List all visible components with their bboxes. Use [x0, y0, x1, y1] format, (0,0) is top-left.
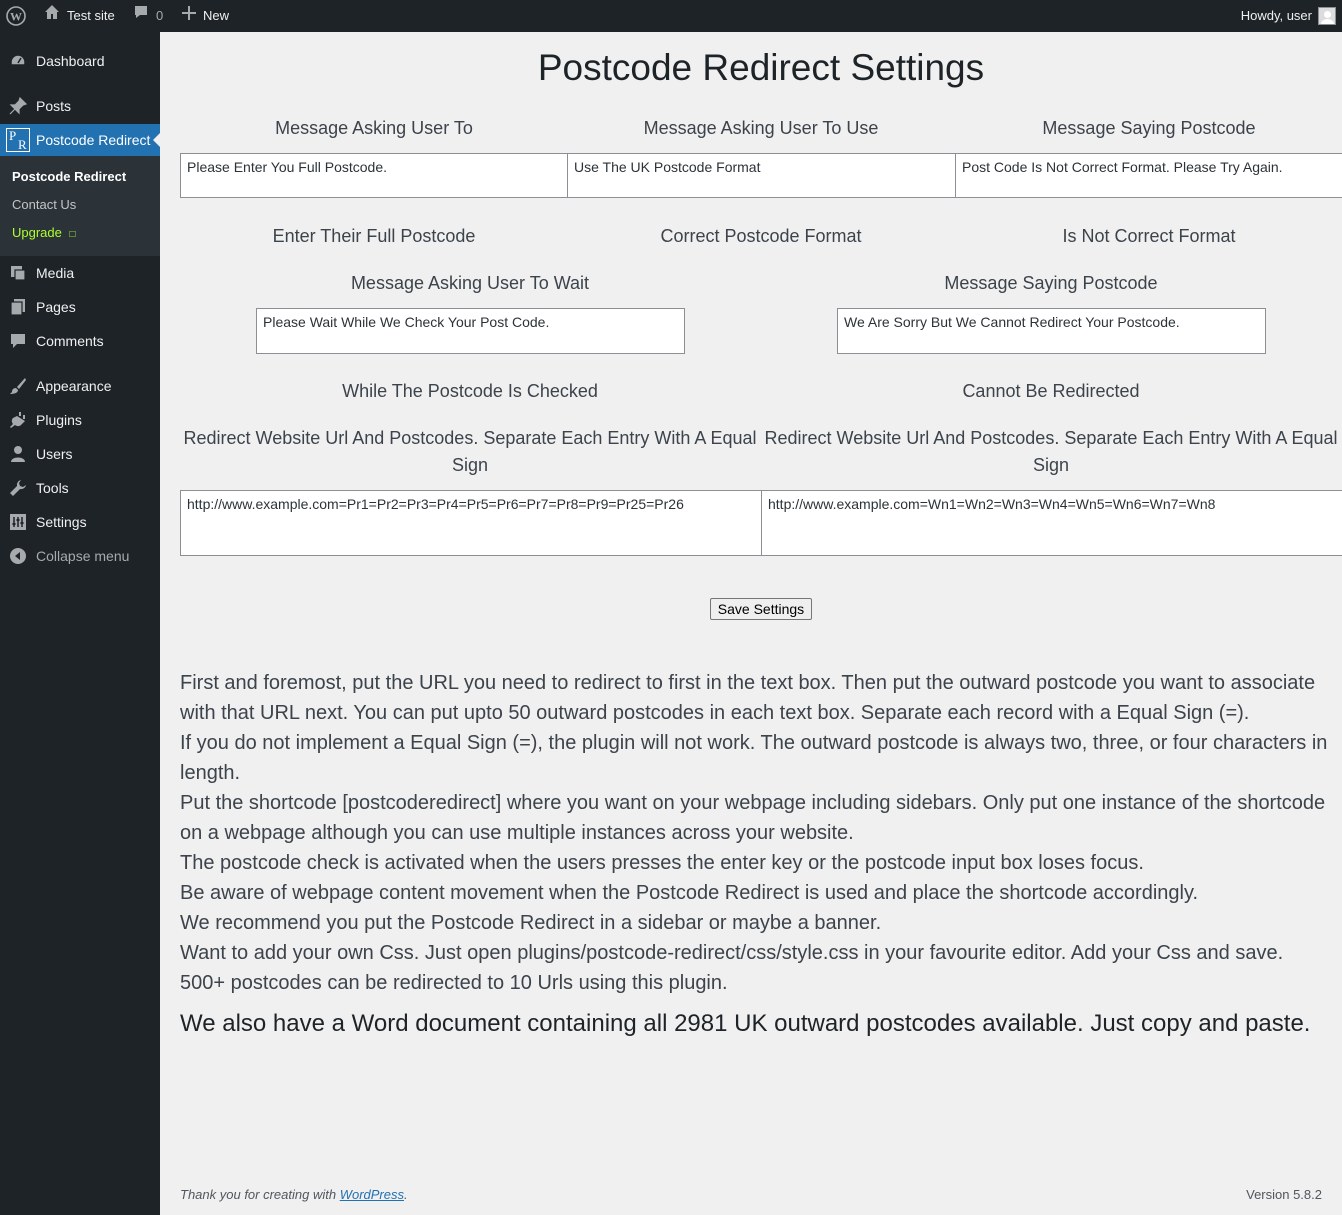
- sidebar-item-label: Users: [36, 446, 73, 462]
- sidebar-item-tools[interactable]: [0, 471, 160, 505]
- external-link-icon: □: [69, 229, 76, 240]
- field-label-enter-full-postcode-top: Message Asking User To: [275, 118, 473, 138]
- sidebar-item-label: Dashboard: [36, 53, 105, 69]
- admin-sidebar: [0, 32, 160, 1215]
- sidebar-item-label: Comments: [36, 333, 104, 349]
- sidebar-item-media[interactable]: [0, 256, 160, 290]
- my-account-link[interactable]: [1241, 0, 1336, 32]
- comments-link[interactable]: [133, 0, 163, 32]
- field-label-cannot-redirect-top: Message Saying Postcode: [944, 273, 1158, 293]
- sidebar-item-plugins[interactable]: [0, 403, 160, 437]
- instruction-paragraph: Put the shortcode [postcoderedirect] where you want on your webpage including sidebars. Only put one instance of the shortcode on a webpage although you can use multiple instances across your website.: [180, 792, 1326, 844]
- instruction-paragraph: 500+ postcodes can be redirected to 10 Urls using this plugin.: [180, 972, 728, 994]
- media-icon: [0, 264, 36, 282]
- sidebar-item-users[interactable]: [0, 437, 160, 471]
- field-label-use-uk-format-bottom: Correct Postcode Format: [660, 226, 862, 246]
- field-label-enter-full-postcode-bottom: Enter Their Full Postcode: [272, 226, 476, 246]
- dashboard-icon: [0, 52, 36, 70]
- sidebar-item-label: Media: [36, 265, 75, 281]
- redirect-urls-textarea-2[interactable]: http://www.example.com=Wn1=Wn2=Wn3=Wn4=Wn5=Wn6=Wn7=Wn8: [761, 490, 1342, 556]
- wordpress-logo-icon[interactable]: [6, 0, 28, 32]
- plus-icon: [182, 0, 196, 32]
- svg-text:W: W: [10, 9, 22, 24]
- settings-sliders-icon: [0, 513, 36, 531]
- comment-bubble-icon: [133, 0, 149, 32]
- page-title: Postcode Redirect Settings: [537, 47, 985, 88]
- comment-bubble-icon: [0, 332, 36, 350]
- postcode-redirect-submenu: [0, 156, 160, 256]
- home-icon: [44, 0, 60, 32]
- sidebar-item-label: Settings: [36, 514, 87, 530]
- new-label: New: [203, 8, 230, 23]
- instruction-paragraph: We recommend you put the Postcode Redirect in a sidebar or maybe a banner.: [180, 912, 882, 934]
- wordpress-link[interactable]: WordPress: [339, 1187, 404, 1202]
- footer-thanks-prefix: Thank you for creating with: [180, 1187, 340, 1202]
- instruction-paragraph: If you do not implement a Equal Sign (=), the plugin will not work. The outward postcode is always two, three, or four characters in length.: [180, 732, 1328, 784]
- submenu-item-contact-us[interactable]: Contact Us: [12, 197, 77, 212]
- sidebar-item-label: Appearance: [36, 378, 112, 394]
- paintbrush-icon: [0, 377, 36, 395]
- instruction-paragraph: First and foremost, put the URL you need to redirect to first in the text box. Then put the outward postcode you want to associate with that URL next. You can put upto 50 outward postcodes in each text box. Separate each record with a Equal Sign (=).: [180, 672, 1316, 724]
- sidebar-item-label: Posts: [36, 98, 72, 114]
- current-menu-arrow: [153, 133, 160, 147]
- collapse-arrow-icon: [0, 547, 36, 565]
- collapse-menu-button[interactable]: [0, 539, 160, 573]
- pushpin-icon: [0, 97, 36, 115]
- redirect-urls-textarea-1[interactable]: http://www.example.com=Pr1=Pr2=Pr3=Pr4=Pr5=Pr6=Pr7=Pr8=Pr9=Pr25=Pr26: [180, 490, 762, 556]
- enter-full-postcode-message-input[interactable]: Please Enter You Full Postcode.: [180, 153, 569, 198]
- submenu-item-upgrade[interactable]: [12, 225, 76, 240]
- field-label-wait-top: Message Asking User To Wait: [350, 273, 590, 293]
- footer-thanks-suffix: .: [404, 1187, 408, 1202]
- sidebar-item-label: Plugins: [36, 412, 82, 428]
- pages-icon: [0, 298, 36, 316]
- instruction-paragraph: Want to add your own Css. Just open plugins/postcode-redirect/css/style.css in your favourite editor. Add your Css and save.: [180, 942, 1284, 964]
- instructions-text: [180, 668, 1340, 998]
- sidebar-item-postcode-redirect[interactable]: [0, 124, 160, 156]
- comments-count: 0: [156, 8, 164, 23]
- field-label-redirect-urls-2: Redirect Website Url And Postcodes. Separate Each Entry With A Equal Sign: [764, 428, 1338, 475]
- site-name: Test site: [67, 8, 115, 23]
- field-label-not-correct-format-top: Message Saying Postcode: [1042, 118, 1256, 138]
- field-label-redirect-urls-1: Redirect Website Url And Postcodes. Separate Each Entry With A Equal Sign: [183, 428, 757, 475]
- sidebar-item-label: Tools: [36, 480, 69, 496]
- field-label-cannot-redirect-bottom: Cannot Be Redirected: [962, 381, 1140, 401]
- not-correct-format-message-input[interactable]: Post Code Is Not Correct Format. Please Try Again.: [955, 153, 1342, 198]
- site-name-link[interactable]: [44, 0, 115, 32]
- sidebar-item-comments[interactable]: [0, 324, 160, 358]
- instruction-paragraph: The postcode check is activated when the users presses the enter key or the postcode input box loses focus.: [180, 852, 1144, 874]
- postcode-redirect-logo-icon: P R: [0, 128, 36, 152]
- word-document-notice: We also have a Word document containing all 2981 UK outward postcodes available. Just copy and paste.: [180, 1010, 1311, 1037]
- upgrade-label: Upgrade: [12, 225, 62, 240]
- sidebar-item-settings[interactable]: [0, 505, 160, 539]
- admin-bar: [0, 0, 1342, 32]
- wrench-icon: [0, 479, 36, 497]
- footer-thanks: [180, 1187, 408, 1202]
- wait-message-input[interactable]: Please Wait While We Check Your Post Code.: [256, 308, 685, 354]
- sidebar-item-dashboard[interactable]: [0, 44, 160, 78]
- new-content-link[interactable]: [182, 0, 229, 32]
- sidebar-item-posts[interactable]: [0, 89, 160, 123]
- sidebar-item-label: Pages: [36, 299, 76, 315]
- sidebar-item-appearance[interactable]: [0, 369, 160, 403]
- main-content: [160, 32, 1342, 1215]
- sidebar-item-label: Postcode Redirect: [36, 132, 151, 148]
- avatar: [1318, 7, 1336, 25]
- howdy-text: Howdy, user: [1240, 8, 1312, 23]
- save-settings-button[interactable]: Save Settings: [710, 598, 812, 620]
- user-icon: [0, 445, 36, 463]
- sidebar-item-pages[interactable]: [0, 290, 160, 324]
- field-label-use-uk-format-top: Message Asking User To Use: [643, 118, 879, 138]
- field-label-not-correct-format-bottom: Is Not Correct Format: [1062, 226, 1236, 246]
- instruction-paragraph: Be aware of webpage content movement when the Postcode Redirect is used and place the shortcode accordingly.: [180, 882, 1199, 904]
- submenu-item-postcode-redirect[interactable]: Postcode Redirect: [12, 169, 127, 184]
- collapse-menu-label: Collapse menu: [36, 548, 130, 564]
- field-label-wait-bottom: While The Postcode Is Checked: [342, 381, 598, 401]
- plugin-plug-icon: [0, 411, 36, 429]
- footer-version: Version 5.8.2: [1246, 1187, 1322, 1202]
- use-uk-format-message-input[interactable]: Use The UK Postcode Format: [567, 153, 956, 198]
- cannot-redirect-message-input[interactable]: We Are Sorry But We Cannot Redirect Your Postcode.: [837, 308, 1266, 354]
